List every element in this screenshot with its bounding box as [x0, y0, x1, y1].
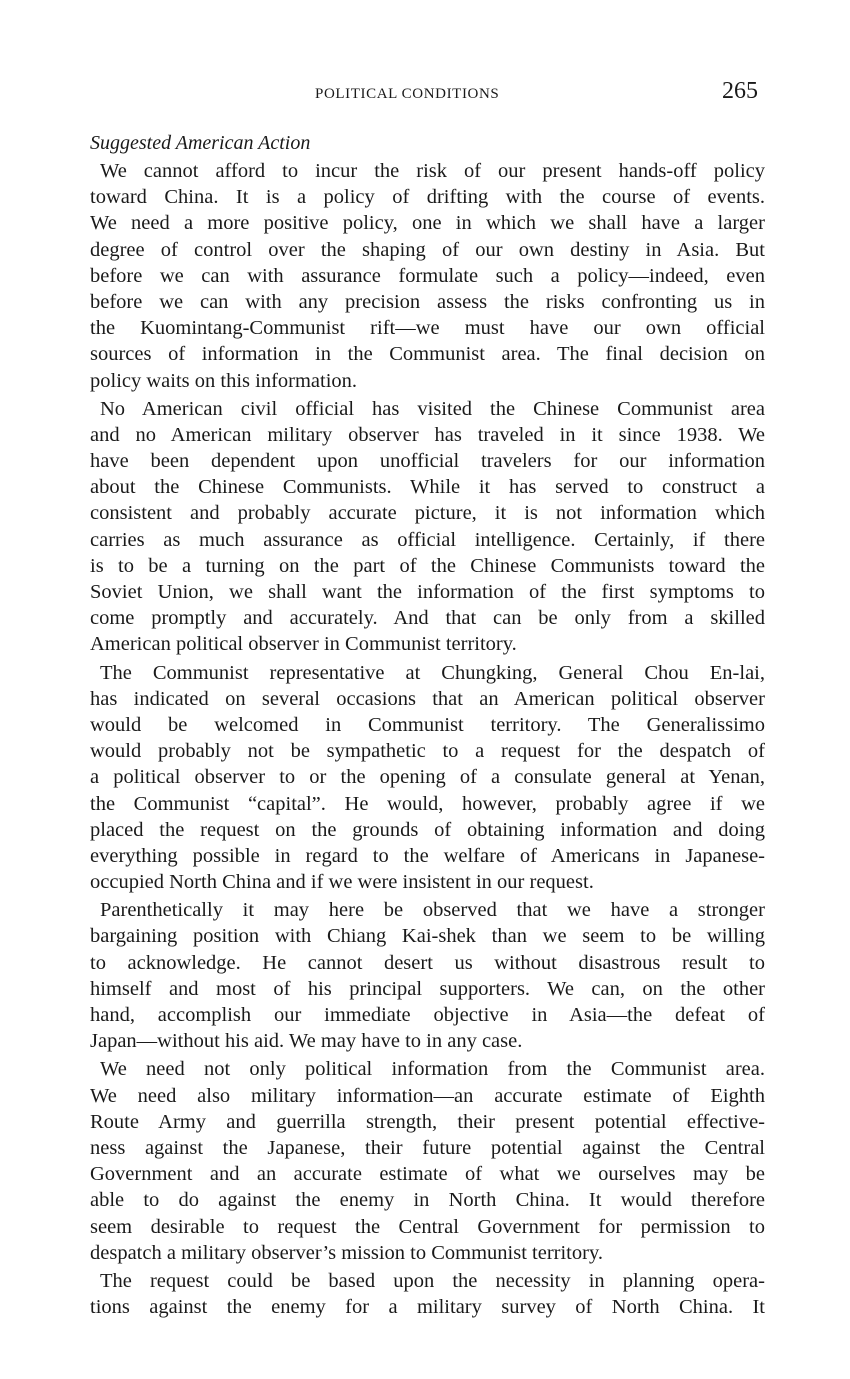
text-line: the Communist “capital”. He would, however, probably agree if we — [90, 792, 765, 815]
paragraph — [90, 897, 765, 1054]
text-line: everything possible in regard to the welfare of Americans in Japanese- — [90, 844, 765, 867]
text-line: Government and an accurate estimate of what we ourselves may be — [90, 1163, 765, 1186]
text-line: would be welcomed in Communist territory. The Generalissimo — [90, 713, 765, 736]
text-line: degree of control over the shaping of our own destiny in Asia. But — [90, 238, 765, 261]
text-line: placed the request on the grounds of obtaining information and doing — [90, 818, 765, 841]
text-line: occupied North China and if we were insistent in our request. — [90, 871, 594, 894]
text-line: Japan—without his aid. We may have to in any case. — [90, 1030, 523, 1053]
paragraph — [90, 158, 765, 394]
text-line: a political observer to or the opening of a consulate general at Yenan, — [90, 766, 765, 789]
text-line: despatch a military observer’s mission to Communist territory. — [90, 1241, 603, 1264]
text-line: American political observer in Communist territory. — [90, 633, 517, 656]
text-line: sources of information in the Communist area. The final decision on — [90, 343, 765, 366]
text-line: The Communist representative at Chungking, General Chou En-lai, — [100, 661, 765, 684]
page-body — [90, 130, 765, 1320]
text-line: the Kuomintang-Communist rift—we must have our own official — [90, 317, 765, 340]
running-head: POLITICAL CONDITIONS — [315, 86, 500, 102]
text-line: Route Army and guerrilla strength, their present potential effective- — [90, 1110, 765, 1133]
text-line: tions against the enemy for a military survey of North China. It — [90, 1296, 765, 1319]
paragraph — [90, 396, 765, 658]
text-line: come promptly and accurately. And that can be only from a skilled — [90, 607, 765, 630]
text-line: We need not only political information from the Communist area. — [100, 1058, 765, 1081]
text-line: about the Chinese Communists. While it has served to construct a — [90, 476, 765, 499]
text-line: himself and most of his principal supporters. We can, on the other — [90, 977, 765, 1000]
paragraph — [90, 660, 765, 896]
text-line: has indicated on several occasions that an American political observer — [90, 687, 765, 710]
text-line: before we can with assurance formulate such a policy—indeed, even — [90, 264, 765, 287]
text-line: seem desirable to request the Central Government for permission to — [90, 1215, 765, 1238]
text-line: toward China. It is a policy of drifting with the course of events. — [90, 186, 765, 209]
text-line: We need a more positive policy, one in which we shall have a larger — [90, 212, 765, 235]
text-line: would probably not be sympathetic to a request for the despatch of — [90, 740, 765, 763]
text-line: consistent and probably accurate picture, it is not information which — [90, 502, 765, 525]
text-line: to acknowledge. He cannot desert us without disastrous result to — [90, 951, 765, 974]
text-line: able to do against the enemy in North China. It would therefore — [90, 1189, 765, 1212]
text-line: carries as much assurance as official intelligence. Certainly, if there — [90, 528, 765, 551]
text-line: and no American military observer has traveled in it since 1938. We — [90, 423, 765, 446]
paragraph — [90, 1056, 765, 1266]
text-line: bargaining position with Chiang Kai-shek than we seem to be willing — [90, 925, 765, 948]
text-line: Parenthetically it may here be observed that we have a stronger — [100, 899, 765, 922]
text-line: The request could be based upon the necessity in planning opera- — [100, 1269, 765, 1292]
text-line: policy waits on this information. — [90, 369, 358, 392]
section-heading: Suggested American Action — [90, 132, 311, 154]
text-line: We cannot afford to incur the risk of our present hands-off policy — [100, 160, 765, 182]
text-line: We need also military information—an accurate estimate of Eighth — [90, 1084, 765, 1107]
text-line: No American civil official has visited the Chinese Communist area — [100, 397, 765, 420]
text-line: Soviet Union, we shall want the information of the first symptoms to — [90, 581, 765, 603]
text-line: hand, accomplish our immediate objective in Asia—the defeat of — [90, 1004, 765, 1026]
text-line: have been dependent upon unofficial travelers for our information — [90, 450, 765, 473]
text-line: before we can with any precision assess the risks confronting us in — [90, 290, 765, 313]
text-line: is to be a turning on the part of the Chinese Communists toward the — [90, 554, 765, 577]
page-number: 265 — [722, 78, 758, 104]
paragraph — [90, 1268, 765, 1320]
text-line: ness against the Japanese, their future potential against the Central — [90, 1136, 765, 1159]
